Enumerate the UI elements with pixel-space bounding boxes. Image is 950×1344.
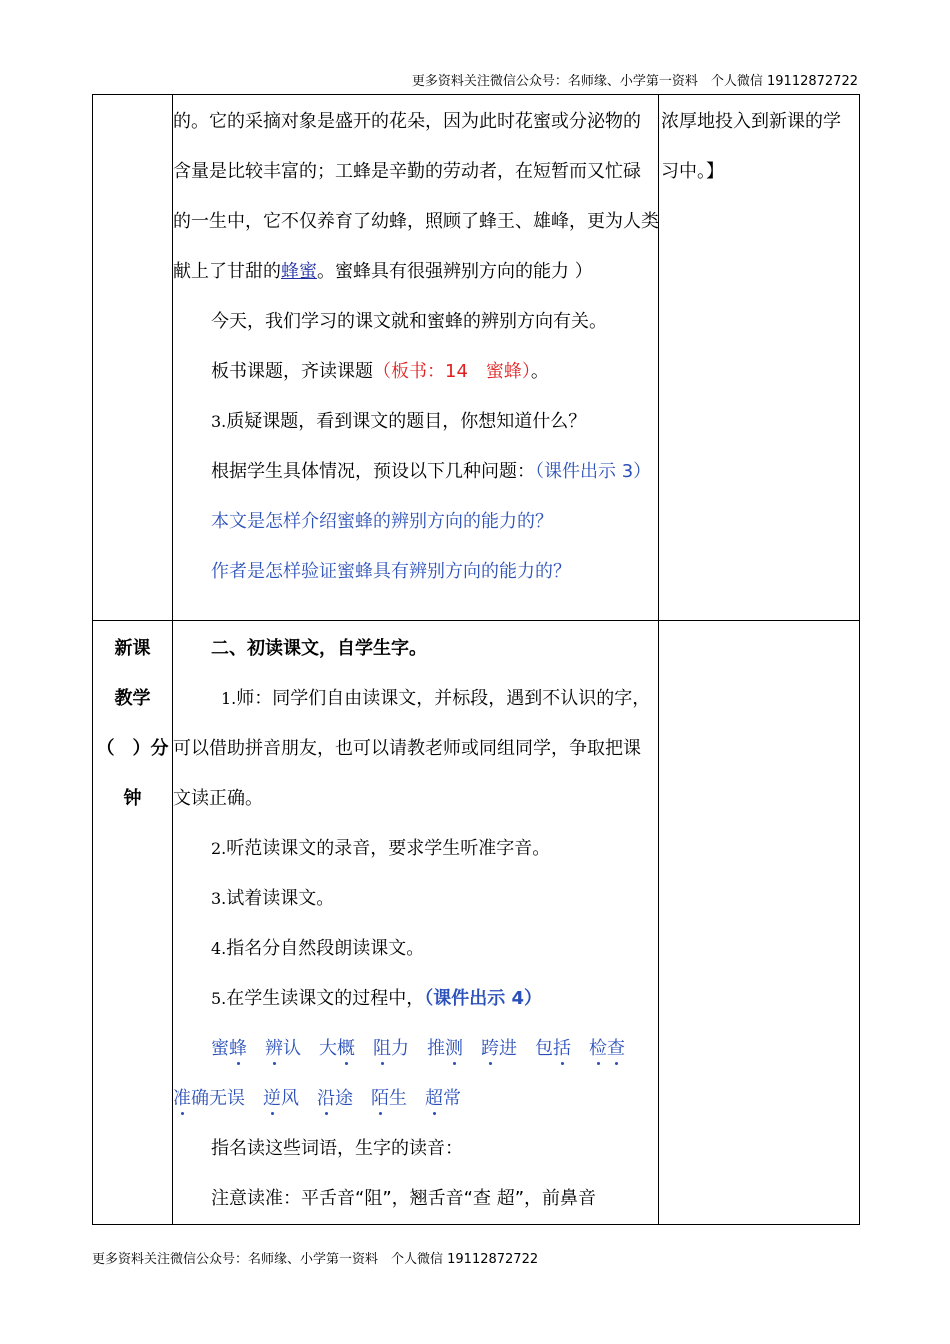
vocab-word: [319, 1038, 355, 1059]
vocab-char: 测: [445, 1038, 463, 1059]
stage-line: 教学: [114, 688, 151, 709]
table-row: [93, 621, 860, 1225]
board-note: （板书：14 蜜蜂）: [373, 361, 531, 382]
stage-line: 新课: [114, 638, 151, 659]
vocab-char: 常: [443, 1088, 461, 1109]
notes-line: 浓厚地投入到新课的学: [661, 111, 841, 132]
vocab-char: 准: [173, 1088, 191, 1109]
stage-line: （ ）分: [96, 738, 169, 759]
vocab-word: [317, 1088, 353, 1109]
vocab-char: 蜜: [211, 1038, 229, 1059]
stage-cell: [93, 95, 173, 621]
content-cell: [173, 95, 659, 621]
vocab-word: [373, 1038, 409, 1059]
section-heading: 二、初读课文，自学生字。: [211, 638, 427, 659]
body-line: 的一生中，它不仅养育了幼蜂，照顾了蜂王、雄峰，更为人类: [173, 211, 659, 232]
step-1: 1.师：同学们自由读课文，并标段，遇到不认识的字，: [221, 688, 651, 709]
step-4: 4.指名分自然段朗读课文。: [211, 938, 425, 959]
vocab-char: 推: [427, 1038, 445, 1059]
vocab-word: [173, 1088, 245, 1109]
vocab-word: [263, 1088, 299, 1109]
footer-note: 更多资料关注微信公众号：名师缘、小学第一资料 个人微信 19112872722: [92, 1252, 539, 1267]
notes-cell: [659, 95, 860, 621]
table-row: [93, 95, 860, 621]
question-1: 本文是怎样介绍蜜蜂的辨别方向的能力的？: [211, 511, 553, 532]
content-cell: [173, 621, 659, 1225]
vocab-char: 蜂: [229, 1038, 247, 1059]
body-line: 含量是比较丰富的；工蜂是辛勤的劳动者，在短暂而又忙碌: [173, 161, 641, 182]
notes-cell: [659, 621, 860, 1225]
vocab-char: 超: [425, 1088, 443, 1109]
vocab-word: [427, 1038, 463, 1059]
vocab-char: 进: [499, 1038, 517, 1059]
body-line: 的。它的采摘对象是盛开的花朵，因为此时花蜜或分泌物的: [173, 111, 641, 132]
paragraph-question: 3.质疑课题，看到课文的题目，你想知道什么？: [211, 411, 587, 432]
vocab-char: 力: [391, 1038, 409, 1059]
step-1-cont: 可以借助拼音朋友，也可以请教老师或同组同学，争取把课: [173, 738, 641, 759]
vocab-word: [211, 1038, 247, 1059]
vocab-word: [535, 1038, 571, 1059]
paragraph-notice: 注意读准：平舌音“阻”，翘舌音“查 超”，前鼻音: [211, 1188, 597, 1209]
vocab-word: [589, 1038, 625, 1059]
stage-line: 钟: [123, 788, 142, 809]
vocab-char: 沿: [317, 1088, 335, 1109]
paragraph-board: 板书课题，齐读课题（板书：14 蜜蜂）。: [211, 361, 549, 382]
header-note: 更多资料关注微信公众号：名师缘、小学第一资料 个人微信 19112872722: [411, 74, 858, 89]
vocab-char: 辨: [265, 1038, 283, 1059]
vocab-char: 包: [535, 1038, 553, 1059]
vocab-line: [173, 1074, 658, 1124]
paragraph-today: 今天，我们学习的课文就和蜜蜂的辨别方向有关。: [211, 311, 607, 332]
vocab-char: 检: [589, 1038, 607, 1059]
vocab-char: 括: [553, 1038, 571, 1059]
vocab-char: 跨: [481, 1038, 499, 1059]
vocab-word: [425, 1088, 461, 1109]
slide-note: （课件出示 4）: [424, 988, 543, 1009]
vocab-word: [481, 1038, 517, 1059]
vocab-char: 逆: [263, 1088, 281, 1109]
step-5: 5.在学生读课文的过程中，（课件出示 4）: [211, 988, 543, 1009]
vocab-char: 认: [283, 1038, 301, 1059]
vocab-word: [265, 1038, 301, 1059]
vocab-char: 途: [335, 1088, 353, 1109]
step-3: 3.试着读课文。: [211, 888, 335, 909]
slide-note: （课件出示 3）: [535, 461, 652, 482]
vocab-char: 查: [607, 1038, 625, 1059]
body-line: 献上了甘甜的蜂蜜。蜜蜂具有很强辨别方向的能力 ）: [173, 261, 593, 282]
vocab-word: [371, 1088, 407, 1109]
vocab-char: 阻: [373, 1038, 391, 1059]
lesson-table: [92, 94, 860, 1225]
paragraph-read-words: 指名读这些词语，生字的读音：: [211, 1138, 463, 1159]
notes-line: 习中。】: [661, 161, 724, 182]
vocab-char: 大: [319, 1038, 337, 1059]
vocab-char: 生: [389, 1088, 407, 1109]
vocab-line: [173, 1024, 658, 1074]
question-2: 作者是怎样验证蜜蜂具有辨别方向的能力的？: [211, 561, 571, 582]
vocab-char: 确无误: [191, 1088, 245, 1109]
vocab-char: 风: [281, 1088, 299, 1109]
step-1-cont: 文读正确。: [173, 788, 263, 809]
stage-cell: [93, 621, 173, 1225]
vocab-char: 陌: [371, 1088, 389, 1109]
step-2: 2.听范读课文的录音，要求学生听准字音。: [211, 838, 551, 859]
honey-link[interactable]: 蜂蜜: [281, 261, 317, 282]
paragraph-preset: 根据学生具体情况，预设以下几种问题：（课件出示 3）: [211, 461, 652, 482]
vocab-char: 概: [337, 1038, 355, 1059]
